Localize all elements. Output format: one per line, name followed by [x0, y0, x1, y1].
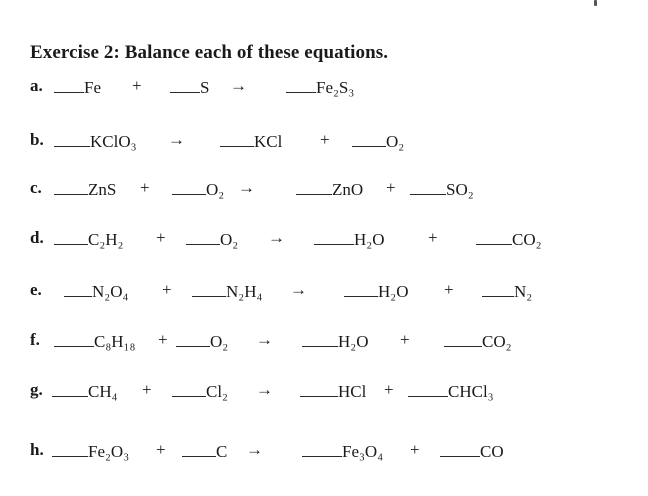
plus-sign: + [156, 228, 166, 247]
coefficient-slot[interactable] [444, 330, 512, 352]
reactant-formula: O₂ [206, 180, 225, 199]
equation-label: e. [30, 280, 42, 299]
page-edge-mark [594, 0, 597, 6]
product-formula: H₂O [338, 332, 369, 351]
plus-sign: + [410, 440, 420, 459]
coefficient-blank[interactable] [352, 130, 386, 147]
coefficient-slot[interactable] [192, 280, 262, 302]
coefficient-slot[interactable] [344, 280, 408, 302]
equation-label: h. [30, 440, 44, 459]
coefficient-slot[interactable] [172, 380, 228, 402]
coefficient-slot[interactable] [52, 440, 129, 462]
coefficient-slot[interactable] [296, 178, 363, 200]
product-formula: HCl [338, 382, 367, 401]
plus-sign: + [162, 280, 172, 299]
equation-label: f. [30, 330, 40, 349]
reactant-formula: Fe₂O₃ [88, 442, 130, 461]
plus-sign: + [400, 330, 410, 349]
coefficient-blank[interactable] [182, 440, 216, 457]
product-formula: H₂O [378, 282, 409, 301]
product-formula: O₂ [386, 132, 405, 151]
coefficient-blank[interactable] [344, 280, 378, 297]
exercise-title: Exercise 2: Balance each of these equations. [30, 42, 389, 63]
coefficient-blank[interactable] [54, 76, 84, 93]
product-formula: CHCl₃ [448, 382, 494, 401]
coefficient-slot[interactable] [440, 440, 504, 462]
plus-sign: + [444, 280, 454, 299]
reaction-arrow: → [290, 280, 307, 299]
product-formula: CO₂ [482, 332, 512, 351]
coefficient-blank[interactable] [54, 330, 94, 347]
product-formula: N₂ [514, 282, 533, 301]
coefficient-blank[interactable] [172, 380, 206, 397]
equation-label: d. [30, 228, 44, 247]
equation-label: c. [30, 178, 42, 197]
coefficient-blank[interactable] [172, 178, 206, 195]
coefficient-blank[interactable] [52, 380, 88, 397]
equation-g [30, 380, 630, 406]
product-formula: Fe₃O₄ [342, 442, 384, 461]
coefficient-blank[interactable] [54, 178, 88, 195]
product-formula: H₂O [354, 230, 385, 249]
reaction-arrow: → [238, 178, 255, 197]
coefficient-slot[interactable] [186, 228, 238, 250]
reactant-formula: Cl₂ [206, 382, 228, 401]
coefficient-blank[interactable] [186, 228, 220, 245]
reactant-formula: KClO₃ [90, 132, 137, 151]
coefficient-slot[interactable] [302, 440, 383, 462]
coefficient-blank[interactable] [302, 440, 342, 457]
plus-sign: + [158, 330, 168, 349]
reactant-formula: ZnS [88, 180, 117, 199]
coefficient-slot[interactable] [410, 178, 474, 200]
plus-sign: + [428, 228, 438, 247]
coefficient-slot[interactable] [170, 76, 209, 98]
coefficient-slot[interactable] [54, 76, 101, 98]
product-formula: ZnO [332, 180, 364, 199]
coefficient-blank[interactable] [220, 130, 254, 147]
coefficient-blank[interactable] [408, 380, 448, 397]
equation-a [30, 76, 630, 102]
coefficient-slot[interactable] [302, 330, 368, 352]
coefficient-slot[interactable] [54, 130, 137, 152]
coefficient-slot[interactable] [286, 76, 354, 98]
equation-b [30, 130, 630, 156]
coefficient-blank[interactable] [440, 440, 480, 457]
coefficient-slot[interactable] [300, 380, 366, 402]
reactant-formula: C₂H₂ [88, 230, 124, 249]
product-formula: CO [480, 442, 504, 461]
product-formula: SO₂ [446, 180, 474, 199]
equation-label: a. [30, 76, 43, 95]
reactant-formula: N₂H₄ [226, 282, 263, 301]
coefficient-blank[interactable] [410, 178, 446, 195]
equation-h [30, 440, 630, 466]
coefficient-slot[interactable] [176, 330, 228, 352]
plus-sign: + [156, 440, 166, 459]
plus-sign: + [386, 178, 396, 197]
coefficient-slot[interactable] [314, 228, 384, 250]
coefficient-blank[interactable] [64, 280, 92, 297]
coefficient-blank[interactable] [302, 330, 338, 347]
reaction-arrow: → [230, 76, 247, 95]
coefficient-slot[interactable] [482, 280, 532, 302]
coefficient-slot[interactable] [352, 130, 404, 152]
reaction-arrow: → [256, 330, 273, 349]
reactant-formula: C [216, 442, 228, 461]
coefficient-slot[interactable] [408, 380, 494, 402]
coefficient-slot[interactable] [476, 228, 542, 250]
coefficient-slot[interactable] [64, 280, 128, 302]
coefficient-blank[interactable] [54, 130, 90, 147]
coefficient-blank[interactable] [176, 330, 210, 347]
plus-sign: + [132, 76, 142, 95]
reaction-arrow: → [256, 380, 273, 399]
product-formula: CO₂ [512, 230, 542, 249]
plus-sign: + [320, 130, 330, 149]
reactant-formula: C₈H₁₈ [94, 332, 136, 351]
coefficient-blank[interactable] [476, 228, 512, 245]
coefficient-slot[interactable] [172, 178, 224, 200]
coefficient-slot[interactable] [54, 178, 116, 200]
coefficient-slot[interactable] [220, 130, 282, 152]
reactant-formula: O₂ [220, 230, 239, 249]
reactant-formula: S [200, 78, 210, 97]
equation-e [30, 280, 630, 306]
equation-f [30, 330, 630, 356]
equation-label: b. [30, 130, 44, 149]
coefficient-blank[interactable] [170, 76, 200, 93]
coefficient-blank[interactable] [482, 280, 514, 297]
reaction-arrow: → [268, 228, 285, 247]
coefficient-blank[interactable] [192, 280, 226, 297]
equation-label: g. [30, 380, 43, 399]
coefficient-blank[interactable] [54, 228, 88, 245]
coefficient-blank[interactable] [52, 440, 88, 457]
product-formula: KCl [254, 132, 283, 151]
coefficient-slot[interactable] [52, 380, 118, 402]
reactant-formula: CH₄ [88, 382, 118, 401]
coefficient-slot[interactable] [54, 330, 135, 352]
reaction-arrow: → [168, 130, 185, 149]
coefficient-slot[interactable] [54, 228, 123, 250]
coefficient-blank[interactable] [314, 228, 354, 245]
coefficient-slot[interactable] [182, 440, 227, 462]
plus-sign: + [142, 380, 152, 399]
equation-c [30, 178, 630, 204]
reactant-formula: O₂ [210, 332, 229, 351]
coefficient-blank[interactable] [286, 76, 316, 93]
equation-d [30, 228, 630, 254]
reaction-arrow: → [246, 440, 263, 459]
plus-sign: + [384, 380, 394, 399]
plus-sign: + [140, 178, 150, 197]
reactant-formula: N₂O₄ [92, 282, 129, 301]
reactant-formula: Fe [84, 78, 101, 97]
coefficient-blank[interactable] [444, 330, 482, 347]
product-formula: Fe₂S₃ [316, 78, 355, 97]
coefficient-blank[interactable] [300, 380, 338, 397]
coefficient-blank[interactable] [296, 178, 332, 195]
